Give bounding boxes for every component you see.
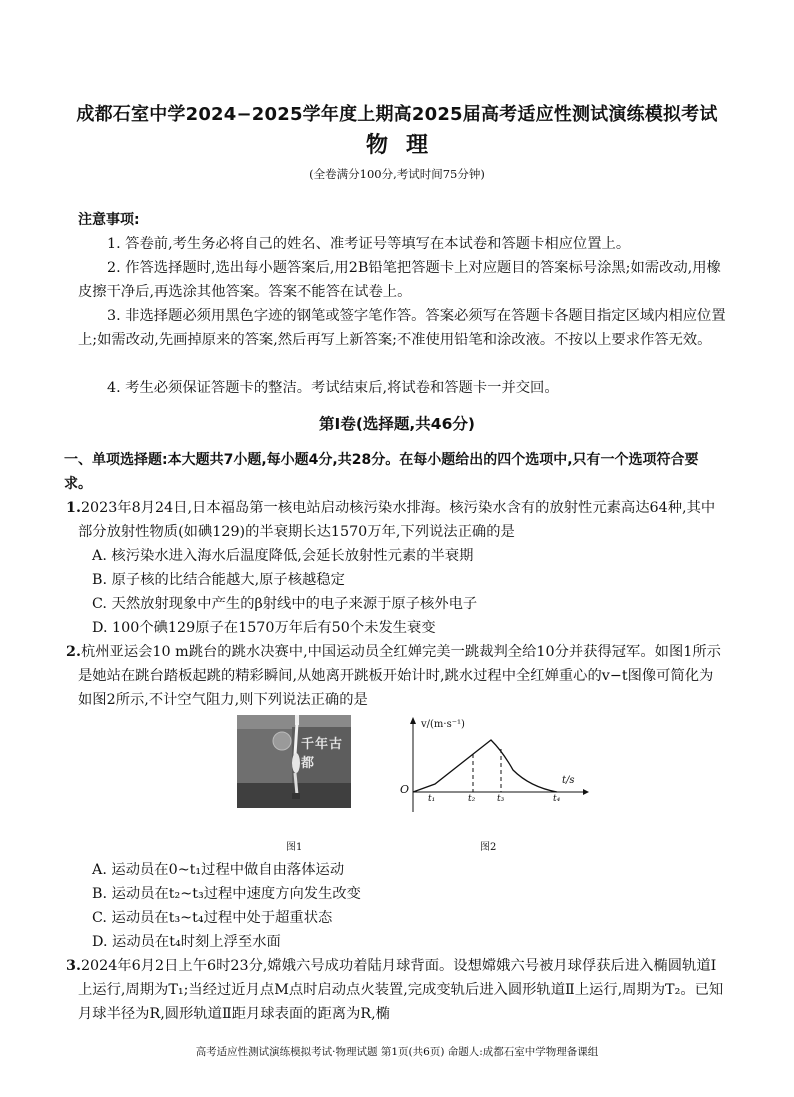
question-2 <box>66 640 726 712</box>
graph-tick-t4: t₄ <box>553 794 561 804</box>
figure-1-photo <box>237 715 351 808</box>
page-footer: 高考适应性测试演练模拟考试·物理试题 第1页(共6页) 命题人:成都石室中学物理备课组 <box>195 1046 599 1058</box>
question-stem: 2024年6月2日上午6时23分,嫦娥六号成功着陆月球背面。设想嫦娥六号被月球俘获后进入椭圆轨道Ⅰ上运行,周期为T₁;当经过近月点M点时启动点火装置,完成变轨后进入圆形轨道Ⅱ上运行,周期为T₂。已知月球半径为R,圆形轨道Ⅱ距月球表面的距离为R,椭 <box>78 958 724 1022</box>
exam-note: (全卷满分100分,考试时间75分钟) <box>309 167 485 181</box>
q1-option-a: A. 核污染水进入海水后温度降低,会延长放射性元素的半衰期 <box>92 548 474 564</box>
q2-option-a: A. 运动员在0~t₁过程中做自由落体运动 <box>92 862 345 878</box>
q2-option-c: C. 运动员在t₃~t₄过程中处于超重状态 <box>92 910 333 926</box>
graph-tick-t2: t₂ <box>468 794 476 804</box>
vt-curve <box>413 740 557 792</box>
question-1 <box>66 496 726 544</box>
notice-item-1: 1. 答卷前,考生务必将自己的姓名、准考证号等填写在本试卷和答题卡相应位置上。 <box>107 236 631 252</box>
question-3 <box>66 954 726 1026</box>
q2-option-b: B. 运动员在t₂~t₃过程中速度方向发生改变 <box>92 886 361 902</box>
graph-ylabel: v/(m·s⁻¹) <box>421 719 465 730</box>
notice-title: 注意事项: <box>78 212 140 228</box>
q1-option-d: D. 100个碘129原子在1570万年后有50个未发生衰变 <box>92 620 436 636</box>
notice-item-2: 2. 作答选择题时,选出每小题答案后,用2B铅笔把答题卡上对应题目的答案标号涂黑;如需改动,用橡皮擦干净后,再选涂其他答案。答案不能答在试卷上。 <box>78 260 721 300</box>
graph-xlabel: t/s <box>562 775 575 786</box>
graph-origin: O <box>400 783 410 796</box>
figure-1-caption: 图1 <box>286 842 303 853</box>
q1-option-c: C. 天然放射现象中产生的β射线中的电子来源于原子核外电子 <box>92 596 478 612</box>
question-stem: 2023年8月24日,日本福岛第一核电站启动核污染水排海。核污染水含有的放射性元素高达64种,其中部分放射性物质(如碘129)的半衰期长达1570万年,下列说法正确的是 <box>78 500 716 540</box>
q1-option-b: B. 原子核的比结合能越大,原子核越稳定 <box>92 572 345 588</box>
notice-item-4: 4. 考生必须保证答题卡的整洁。考试结束后,将试卷和答题卡一并交回。 <box>107 380 559 396</box>
photo-sign-text: 千年古都 <box>301 737 344 771</box>
t-axis-arrow <box>583 789 589 795</box>
part-title: 一、单项选择题:本大题共7小题,每小题4分,共28分。在每小题给出的四个选项中,只有一个选项符合要求。 <box>64 452 699 492</box>
section-title: 第Ⅰ卷(选择题,共46分) <box>319 415 475 433</box>
graph-tick-t3: t₃ <box>497 794 505 804</box>
q2-option-d: D. 运动员在t₄时刻上浮至水面 <box>92 934 281 950</box>
notice-item-3: 3. 非选择题必须用黑色字迹的钢笔或签字笔作答。答案必须写在答题卡各题目指定区域内相应位置上;如需改动,先画掉原来的答案,然后再写上新答案;不准使用铅笔和涂改液。不按以上要求作答无效。 <box>78 308 726 348</box>
graph-tick-t1: t₁ <box>428 794 436 804</box>
subject-title: 物理 <box>365 133 446 158</box>
question-stem: 杭州亚运会10 m跳台的跳水决赛中,中国运动员全红婵完美一跳裁判全给10分并获得冠军。如图1所示是她站在跳台踏板起跳的精彩瞬间,从她离开跳板开始计时,跳水过程中全红婵重心的v−t图像可简化为如图2所示,不计空气阻力,则下列说法正确的是 <box>78 644 721 708</box>
question-number: 2. <box>66 644 81 660</box>
question-number: 3. <box>66 958 81 974</box>
v-axis-arrow <box>410 717 416 724</box>
figure-2-caption: 图2 <box>480 842 497 853</box>
question-number: 1. <box>66 500 81 516</box>
exam-title: 成都石室中学2024−2025学年度上期高2025届高考适应性测试演练模拟考试 <box>76 104 718 125</box>
